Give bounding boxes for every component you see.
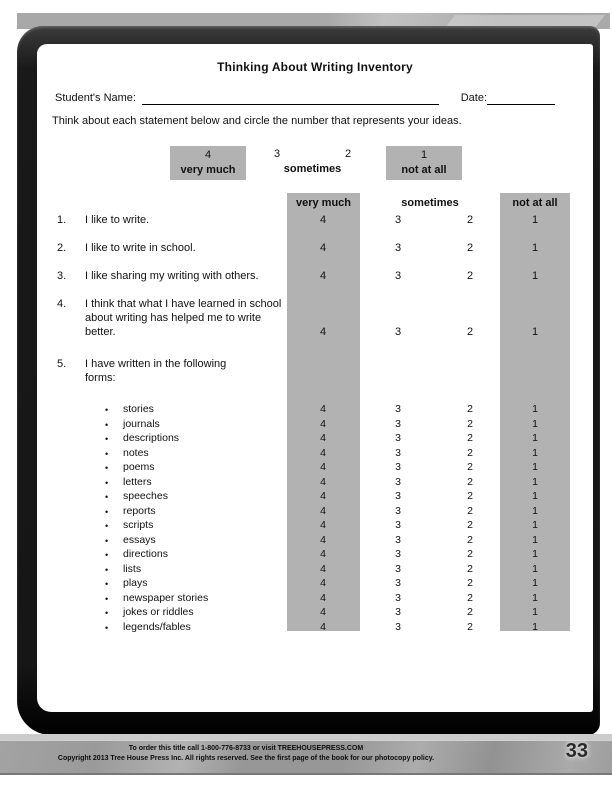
worksheet-page	[37, 44, 593, 712]
rating-option: 1	[531, 214, 539, 226]
key-label-not-at-all: not at all	[401, 164, 447, 176]
rating-option: 2	[467, 562, 473, 575]
bullet-icon: •	[105, 434, 109, 444]
rating-option: 3	[395, 475, 401, 488]
rating-option: 2	[466, 214, 474, 226]
form-row	[37, 547, 593, 561]
form-label: descriptions	[123, 432, 180, 444]
rating-option: 2	[467, 490, 473, 502]
rating-option: 2	[467, 504, 473, 517]
form-row	[37, 417, 593, 431]
rating-option: 2	[467, 577, 473, 589]
bullet-icon: •	[105, 477, 109, 488]
statement-text: I like to write in school.	[85, 242, 196, 254]
date-label: Date:	[460, 92, 487, 104]
footer-order-line: To order this title call 1-800-776-8733 or visit TREEHOUSEPRESS.COM	[128, 745, 364, 752]
form-row	[37, 533, 593, 547]
form-label: newspaper stories	[123, 591, 209, 604]
key-not-at-all-box	[386, 146, 462, 180]
form-label: letters	[123, 475, 152, 488]
form-label: reports	[123, 504, 156, 517]
rating-option: 3	[395, 591, 401, 604]
rating-option: 2	[466, 270, 474, 282]
form-row	[37, 504, 593, 518]
key-label-very-much: very much	[180, 164, 236, 176]
rating-option: 3	[394, 242, 402, 254]
rating-option: 2	[467, 519, 473, 531]
form-label: notes	[123, 446, 149, 459]
form-row	[37, 591, 593, 605]
rating-option: 3	[395, 432, 401, 444]
page-title: Thinking About Writing Inventory	[217, 60, 413, 74]
rating-option: 2	[466, 326, 474, 338]
rating-option: 3	[394, 326, 402, 338]
rating-option: 4	[319, 214, 327, 226]
rating-option: 1	[532, 461, 538, 473]
bullet-icon: •	[105, 593, 109, 604]
rating-option: 4	[320, 432, 326, 444]
rating-option: 3	[394, 270, 402, 282]
rating-option: 4	[320, 504, 326, 517]
rating-option: 4	[319, 326, 327, 338]
form-row	[37, 431, 593, 445]
statement-text: I like sharing my writing with others.	[85, 270, 259, 282]
rating-option: 4	[319, 270, 327, 282]
bullet-icon: •	[105, 622, 109, 633]
rating-option: 3	[395, 577, 401, 589]
rating-option: 4	[320, 606, 326, 618]
rating-option: 2	[467, 461, 473, 473]
rating-option: 4	[320, 533, 326, 546]
rating-option: 2	[467, 620, 473, 633]
rating-option: 1	[532, 548, 538, 560]
header-very-much: very much	[295, 197, 352, 209]
date-line	[487, 90, 555, 105]
form-row	[37, 518, 593, 532]
statement-text: I have written in the following forms:	[85, 358, 227, 384]
form-label: poems	[123, 461, 155, 473]
name-date-row	[55, 90, 555, 105]
form-row	[37, 489, 593, 503]
bullet-icon: •	[105, 579, 109, 589]
form-row	[37, 562, 593, 576]
bullet-icon: •	[105, 608, 109, 618]
form-row	[37, 620, 593, 634]
rating-option: 3	[395, 548, 401, 560]
rating-option: 1	[532, 562, 538, 575]
rating-option: 1	[531, 270, 539, 282]
statement-number: 4.	[57, 298, 67, 310]
rating-option: 1	[531, 326, 539, 338]
statement-number: 5.	[57, 358, 67, 370]
form-row	[37, 446, 593, 460]
rating-option: 1	[532, 490, 538, 502]
form-row	[37, 605, 593, 619]
rating-option: 3	[395, 490, 401, 502]
rating-option: 4	[320, 475, 326, 488]
rating-option: 2	[467, 475, 473, 488]
rating-option: 2	[467, 591, 473, 604]
rating-option: 4	[320, 461, 326, 473]
rating-option: 3	[395, 403, 401, 415]
rating-option: 4	[320, 577, 326, 589]
rating-option: 3	[395, 504, 401, 517]
rating-option: 4	[320, 591, 326, 604]
inventory-grid	[37, 193, 593, 663]
rating-option: 1	[531, 242, 539, 254]
statement-text: I like to write.	[85, 214, 150, 226]
rating-option: 4	[320, 417, 326, 430]
rating-option: 3	[395, 533, 401, 546]
rating-option: 1	[532, 504, 538, 517]
form-row	[37, 475, 593, 489]
rating-option: 4	[320, 562, 326, 575]
form-label: speeches	[123, 490, 168, 502]
rating-option: 4	[320, 403, 326, 415]
rating-option: 1	[532, 519, 538, 531]
statement-text: I think that what I have learned in school about writing has helped me to write better.	[85, 298, 282, 338]
header-not-at-all: not at all	[512, 197, 558, 209]
rating-option: 2	[467, 432, 473, 444]
header-sometimes: sometimes	[401, 197, 459, 209]
form-label: directions	[123, 548, 168, 560]
form-label: journals	[123, 417, 160, 430]
key-very-much-box	[170, 146, 246, 180]
bullet-icon: •	[105, 448, 109, 459]
form-label: scripts	[123, 519, 154, 531]
form-row	[37, 402, 593, 416]
rating-option: 4	[320, 519, 326, 531]
bullet-icon: •	[105, 550, 109, 560]
bullet-icon: •	[105, 564, 109, 575]
rating-option: 1	[532, 432, 538, 444]
bullet-icon: •	[105, 506, 109, 517]
key-value-4: 4	[204, 149, 212, 161]
rating-option: 1	[532, 606, 538, 618]
rating-option: 1	[532, 417, 538, 430]
form-row	[37, 576, 593, 590]
rating-option: 3	[395, 606, 401, 618]
rating-option: 2	[467, 606, 473, 618]
bullet-icon: •	[105, 405, 109, 415]
rating-option: 1	[532, 620, 538, 633]
rating-option: 2	[467, 548, 473, 560]
rating-option: 2	[467, 533, 473, 546]
key-label-sometimes: sometimes	[283, 163, 342, 175]
rating-option: 1	[532, 591, 538, 604]
student-name-label: Student's Name:	[55, 92, 136, 104]
page-number: 33	[565, 740, 588, 762]
form-label: legends/fables	[123, 620, 191, 633]
instructions-text: Think about each statement below and circle the number that represents your ideas.	[52, 115, 462, 127]
statement-number: 2.	[57, 242, 67, 254]
rating-key	[37, 146, 593, 184]
bullet-icon: •	[105, 521, 109, 531]
bullet-icon: •	[105, 463, 109, 473]
student-name-line	[142, 90, 439, 105]
footer-band	[0, 740, 612, 775]
rating-option: 4	[319, 242, 327, 254]
rating-option: 4	[320, 548, 326, 560]
form-label: plays	[123, 577, 148, 589]
footer-text	[0, 744, 492, 764]
statement-number: 3.	[57, 270, 67, 282]
rating-option: 1	[532, 446, 538, 459]
rating-option: 3	[395, 562, 401, 575]
rating-option: 3	[394, 214, 402, 226]
rating-option: 3	[395, 519, 401, 531]
rating-option: 1	[532, 533, 538, 546]
footer-copyright-line: Copyright 2013 Tree House Press Inc. All rights reserved. See the first page of the book for our photocopy policy.	[57, 755, 435, 762]
rating-option: 3	[395, 446, 401, 459]
form-row	[37, 460, 593, 474]
rating-option: 1	[532, 577, 538, 589]
key-value-2: 2	[344, 148, 352, 160]
rating-option: 4	[320, 490, 326, 502]
rating-option: 2	[467, 403, 473, 415]
key-value-3: 3	[273, 148, 281, 160]
rating-option: 3	[395, 461, 401, 473]
rating-option: 1	[532, 475, 538, 488]
statement-number: 1.	[57, 214, 67, 226]
form-label: lists	[123, 562, 142, 575]
form-label: stories	[123, 403, 154, 415]
key-value-1: 1	[420, 149, 428, 161]
rating-option: 3	[395, 417, 401, 430]
bullet-icon: •	[105, 419, 109, 430]
form-label: jokes or riddles	[123, 606, 194, 618]
rating-option: 2	[466, 242, 474, 254]
rating-option: 2	[467, 446, 473, 459]
bullet-icon: •	[105, 492, 109, 502]
bullet-icon: •	[105, 535, 109, 546]
rating-option: 3	[395, 620, 401, 633]
rating-option: 1	[532, 403, 538, 415]
form-label: essays	[123, 533, 156, 546]
rating-option: 4	[320, 446, 326, 459]
rating-option: 4	[320, 620, 326, 633]
rating-option: 2	[467, 417, 473, 430]
